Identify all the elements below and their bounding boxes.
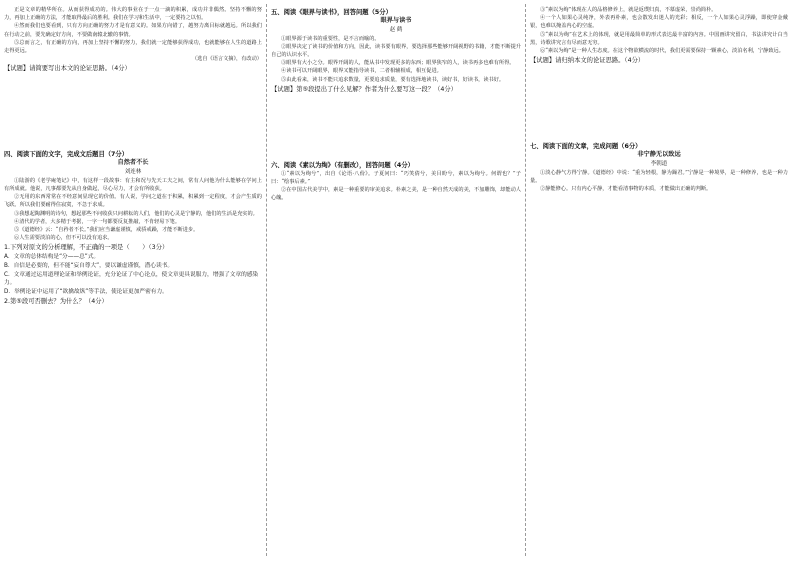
source-note: （选自《语言文摘》，有改动） xyxy=(191,56,262,63)
question-1: 1.下列对原文的分析理解，不正确的一项是（ ）（3分） xyxy=(4,244,169,252)
para-6: ⑥“素以为绚”是一种人生态度。在这个物欲横流的时代，我们更需要保持一颗素心，淡泊名利，宁静致远。 xyxy=(540,48,784,55)
article-author: 李朝道 xyxy=(650,160,668,167)
answer-space xyxy=(530,66,788,140)
para-2: ②无用的东西常常在不经意间显现它的价值。有人说，学问之道在于积累，积累到一定程度，才会产生质的飞跃。所以我们要耐得住寂寞，不急于求成。 xyxy=(4,194,262,209)
para-4: ④一个人如果心灵纯净，外表再朴素，也会散发出迷人的光彩；相反，一个人如果心灵浮躁，即使穿金戴银，也难以掩盖内心的空虚。 xyxy=(530,15,788,30)
option-d: D．举例论证中运用了“欲擒故纵”等手法，使论证更加严密有力。 xyxy=(4,288,168,295)
column-divider-2 xyxy=(525,4,526,556)
answer-space xyxy=(271,95,521,159)
intro-para-3: ⑤总而言之，有正确的方向，再加上坚持不懈的努力，我们就一定能够获得成功，也就能够在人生的道路上走得更远。 xyxy=(4,39,262,55)
question-2: 2.第⑤段可否删去？为什么？（4分） xyxy=(4,298,108,306)
column-middle xyxy=(271,6,521,554)
section-5-heading: 五、阅读《眼界与读书》，回答问题（5分） xyxy=(271,9,392,16)
article-title: 自然者不长 xyxy=(117,159,149,167)
para-5: ⑤“素以为绚”在艺术上的体现，就是用最简单的形式表达最丰富的内容。中国画讲究留白，书法讲究计白当黑，诗歌讲究言有尽而意无穷。 xyxy=(530,31,788,46)
section-7-heading: 七、阅读下面的文章，完成问题（6分） xyxy=(530,143,642,151)
question: 【试题】第⑤段提出了什么见解？作者为什么要写这一段？（4分） xyxy=(271,85,457,93)
column-left xyxy=(4,6,262,554)
para-6-2: ②在中国古代美学中，素是一种重要的审美追求。朴素之美，是一种自然天成的美，不加雕饰，却能动人心魄。 xyxy=(271,187,521,202)
para-3: ③眼界有大小之分。眼界开阔的人，能从书中发现更多的东西；眼界狭窄的人，读书再多也难有所得。 xyxy=(281,60,515,67)
article-title: 眼界与读书 xyxy=(380,17,412,24)
article-author: 赵 鹤 xyxy=(389,26,403,33)
para-5: ⑤由此看来，读书不能只追求数量，更要追求质量，要有选择地读书，读好书，好读书，读书好。 xyxy=(281,76,505,83)
para-1: ①眼界源于读书的重要性，是不言而喻的。 xyxy=(281,35,380,42)
para-4: ④读书可以开阔眼界，眼界又能指导读书，二者相辅相成，相互促进。 xyxy=(281,68,442,75)
para-2: ②眼界决定了读书的价值和方向，因此，读书要有眼界，要选择那些能够开阔视野的书籍，才能不断提升自己的认识水平。 xyxy=(271,43,521,58)
section-6-heading: 六、阅读《素以为绚》（有删改），回答问题（4分） xyxy=(271,161,414,169)
article-title: 非宁静无以致远 xyxy=(637,151,681,159)
intro-para-2: ④然而我们也要看到，只有方向正确的努力才是有意义的。如果方向错了，越努力离目标就越远。所以我们在行动之前，要先确定好方向，不要做南辕北辙的事情。 xyxy=(4,23,262,38)
option-c: C．文章通过运用道理论证和举例论证，充分论证了中心论点，使文章更具说服力，增强了文章的感染力。 xyxy=(4,271,259,287)
para-1: ①陆游的《老学庵笔记》中，有这样一段故事：有主和况与先天工夫之间，常有人问他为什么能够在学问上有所成就。他说，凡事都要先从自身做起，尽心尽力，才会有所收获。 xyxy=(4,177,262,192)
answer-space xyxy=(4,74,262,148)
option-a: A．文章的总体结构是“分——总”式。 xyxy=(4,254,100,261)
para-4: ④清代的学者，大多精于考据，一字一句都要反复推敲，不肯轻易下笔。 xyxy=(14,218,181,225)
para-7-2: ②静能修心。只有内心平静，才能看清事物的本质，才能做出正确的判断。 xyxy=(540,186,712,193)
para-3: ③“素以为绚”体现在人的品格修养上，就是返璞归真，不慕虚荣，崇尚简朴。 xyxy=(540,7,717,13)
question-intro: 【试题】请简要写出本文的论证思路。（4分） xyxy=(4,65,131,73)
para-7-1: ①淡心静气方得宁静。《道德经》中说：“重为轻根，静为躁君。”宁静是一种境界，是一种修养，也是一种力量。 xyxy=(530,169,788,184)
column-right xyxy=(530,6,788,554)
question: 【试题】请归纳本文的论证思路。（4分） xyxy=(530,57,645,65)
intro-para-1: 正是文章的精华所在。从而获得成功的。伟大的事业在于一点一滴的积累，成功并非偶然。坚持不懈的努力，再加上正确的方法，才能取得最后的胜利。我们在学习和生活中，一定要持之以恒。 xyxy=(4,7,262,22)
para-6: ⑥人生需要淡泊的心，但不可以没有追求。 xyxy=(14,235,113,242)
para-6-1: ①“素以为绚兮”，出自《论语·八佾》。子夏问曰：“巧笑倩兮，美目盼兮，素以为绚兮。何谓也？”子曰：“绘事后素。” xyxy=(271,170,521,185)
para-5: ⑤《道德经》云：“自矜者不长。”我们应当谦虚谨慎，戒骄戒躁，才能不断进步。 xyxy=(14,226,199,233)
section-4-heading: 四、阅读下面的文字，完成文后题目（7分） xyxy=(4,151,129,159)
article-author: 刘连林 xyxy=(124,168,142,175)
para-3: ③我想起陶渊明的诗句，想起那些不问收获只问耕耘的人们，他们的心灵是宁静的，他们的生活是充实的。 xyxy=(14,210,258,217)
option-b: B．自信是必要的，但不能“妄自尊大”，要以谦虚谨慎，潜心读书。 xyxy=(4,262,174,269)
column-divider-1 xyxy=(266,4,267,556)
